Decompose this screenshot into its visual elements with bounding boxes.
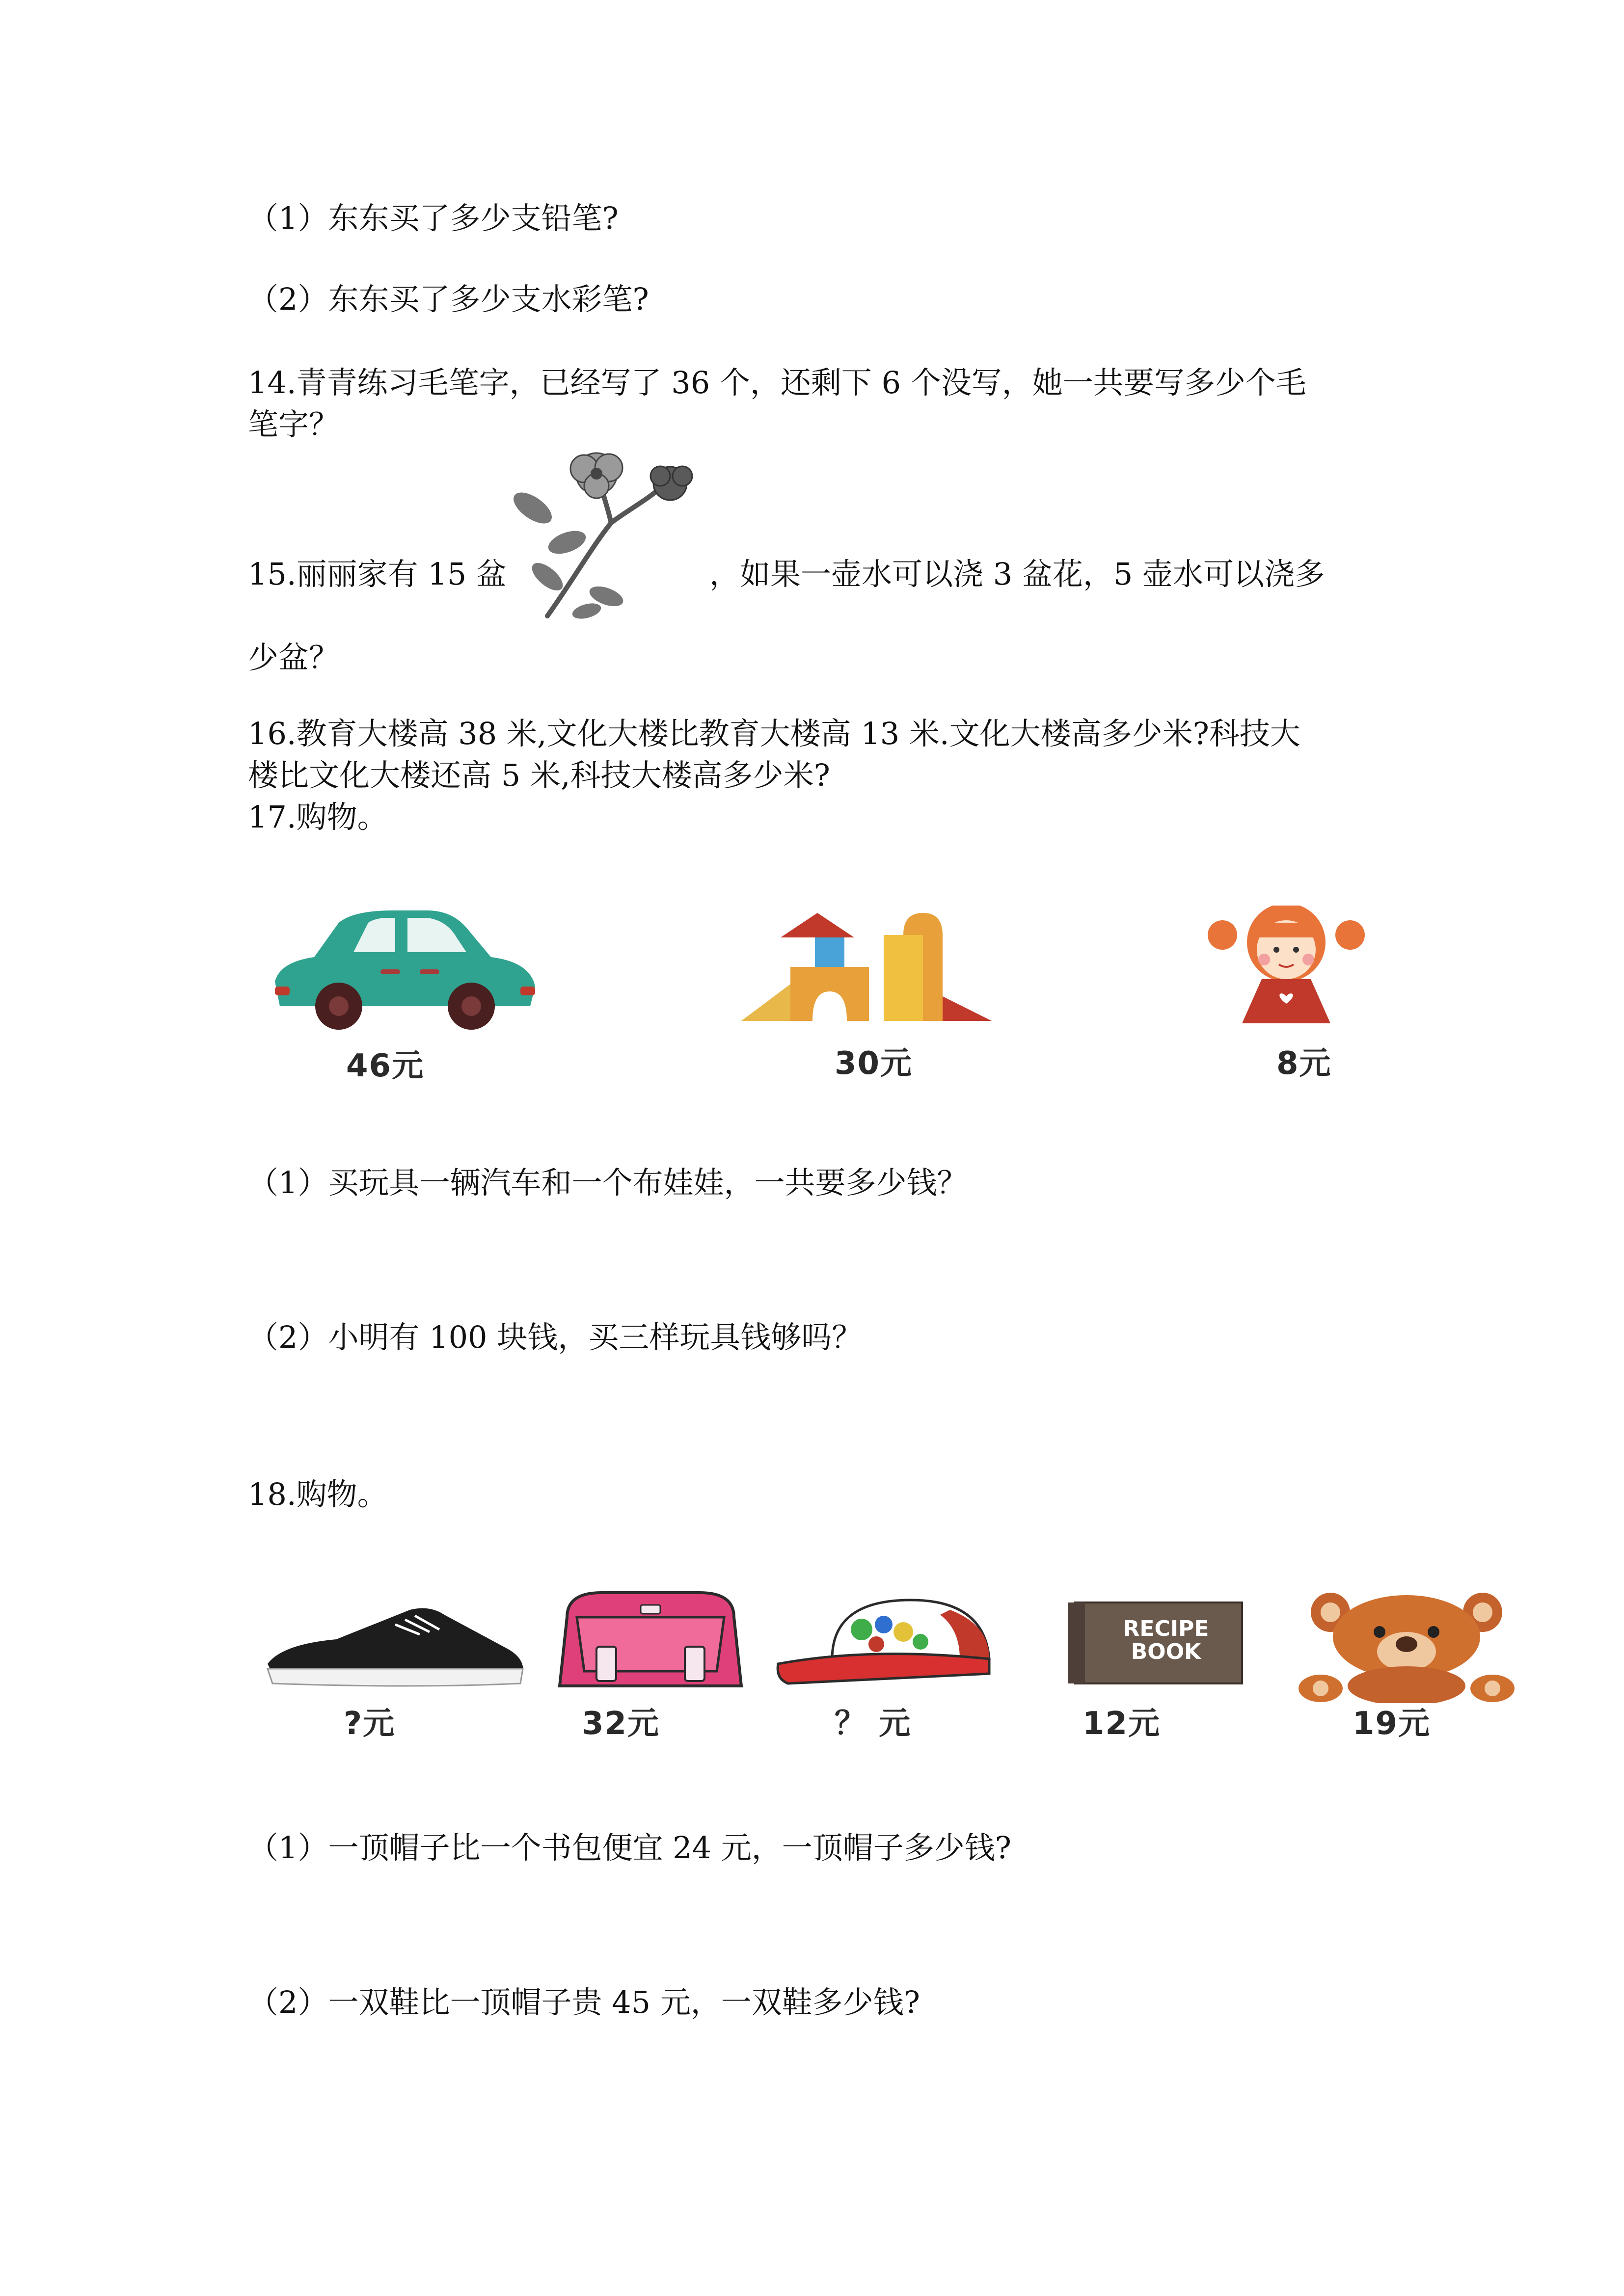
backpack-price: 32元 [582,1706,660,1742]
q18-sub1: （1）一顶帽子比一个书包便宜 24 元，一顶帽子多少钱? [248,1830,1011,1866]
q15-line2: 少盆？ [248,640,340,675]
building-blocks-icon [741,910,997,1023]
q13-sub2: （2）东东买了多少支水彩笔? [248,281,649,317]
q15-text-after: ，如果一壶水可以浇 3 盆花，5 壶水可以浇多 [709,556,1326,592]
q18-sub2: （2）一双鞋比一顶帽子贵 45 元，一双鞋多少钱? [248,1984,920,2020]
teddy-bear-icon [1291,1590,1522,1703]
bear-price: 19元 [1353,1706,1431,1742]
shoe-price: ?元 [344,1706,396,1742]
car-price: 46元 [346,1048,425,1084]
backpack-icon [547,1588,754,1693]
cap-icon [773,1595,1004,1693]
q17-sub2: （2）小明有 100 块钱，买三样玩具钱够吗？ [248,1319,863,1355]
book-cover-line2: BOOK [1131,1639,1201,1664]
q14-line1: 14.青青练习毛笔字，已经写了 36 个，还剩下 6 个没写，她一共要写多少个毛 [248,365,1306,400]
book-icon [1065,1598,1247,1686]
q17-sub1: （1）买玩具一辆汽车和一个布娃娃，一共要多少钱？ [248,1165,968,1201]
toy-car-icon [265,908,540,1031]
flower-icon [513,449,709,626]
q16-line1: 16.教育大楼高 38 米,文化大楼比教育大楼高 13 米.文化大楼高多少米?科技大 [248,716,1300,751]
blocks-price: 30元 [835,1045,913,1082]
doll-icon [1203,906,1370,1028]
cap-price: ？ 元 [835,1706,912,1742]
book-price: 12元 [1083,1706,1161,1742]
q16-line2: 楼比文化大楼还高 5 米,科技大楼高多少米? [248,757,830,793]
q14-line2: 笔字？ [248,406,340,442]
q17-title: 17.购物。 [248,799,388,835]
q18-title: 18.购物。 [248,1476,388,1512]
q15-text-before: 15.丽丽家有 15 盆 [248,556,507,592]
sneaker-icon [263,1605,528,1688]
book-cover-line1: RECIPE [1123,1616,1209,1641]
q13-sub1: （1）东东买了多少支铅笔? [248,200,619,236]
doll-price: 8元 [1276,1045,1332,1082]
